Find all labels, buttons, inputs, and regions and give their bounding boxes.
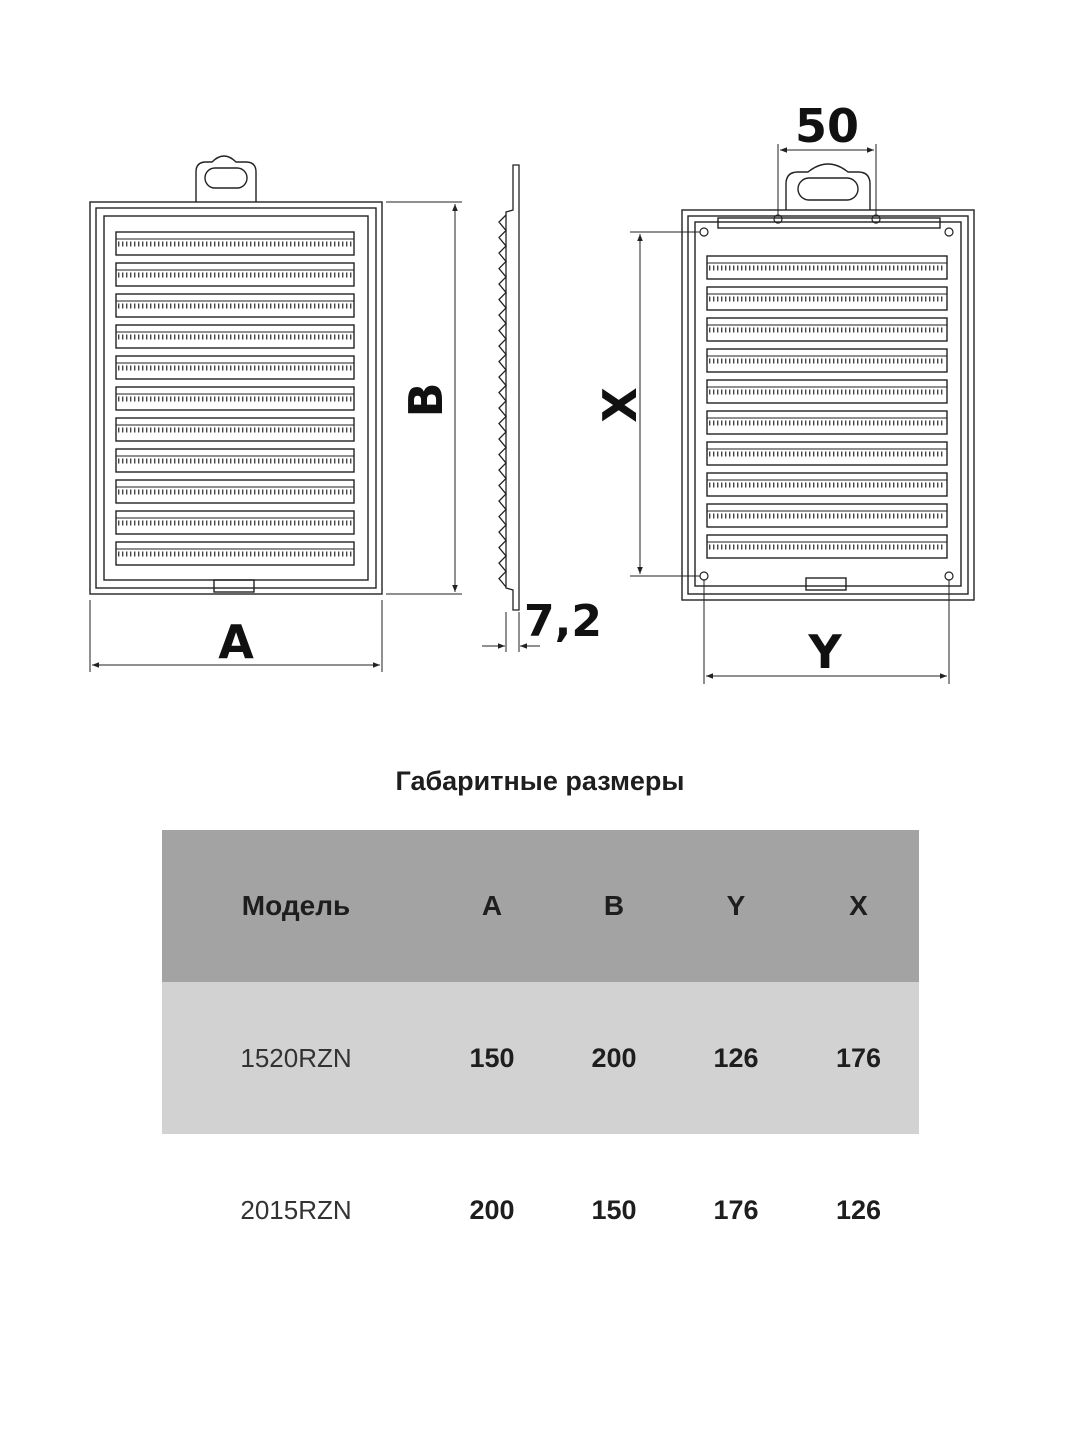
louver-slat [116,511,354,534]
cell-model: 1520RZN [240,1042,352,1073]
header-y: Y [726,890,746,921]
back-louver-slat [707,442,947,465]
louver-slat [116,263,354,286]
louver-slat [116,356,354,379]
back-louver-slat [707,504,947,527]
back-louver-slat [707,256,947,279]
back-louver-slat [707,318,947,341]
front-louvers [116,232,354,565]
dimension-a-label: A [218,615,254,669]
louver-slat [116,294,354,317]
cell-x: 176 [835,1042,882,1073]
louver-slat [116,542,354,565]
cell-a: 200 [469,1194,515,1225]
louver-slat [116,232,354,255]
back-louver-slat [707,473,947,496]
side-view [499,165,519,610]
cell-x: 126 [835,1194,882,1225]
cell-b: 200 [591,1042,637,1073]
header-b: B [603,890,625,921]
louver-slat [116,325,354,348]
table-header-row [162,830,919,982]
front-dimensions [90,202,462,672]
louver-slat [116,418,354,441]
cell-b: 150 [591,1194,637,1225]
back-dimensions [630,144,949,684]
back-louver-slat [707,380,947,403]
header-a: A [481,890,503,921]
front-view [90,156,382,594]
dimensions-table [162,830,919,1286]
back-view [682,164,974,600]
louver-slat [116,449,354,472]
dimension-y-label: Y [808,625,842,679]
cell-y: 126 [713,1042,759,1073]
bottom-latch [214,580,254,592]
header-x: X [849,890,868,921]
dimension-x-label: X [593,387,647,423]
back-louver-slat [707,535,947,558]
back-louver-slat [707,287,947,310]
table-title: Габаритные размеры [395,766,685,796]
table-row [162,1134,919,1286]
back-louver-slat [707,349,947,372]
louver-slat [116,387,354,410]
cell-model: 2015RZN [240,1194,352,1225]
back-bottom-latch [806,578,846,590]
back-louvers [707,256,947,558]
header-model: Модель [241,890,351,921]
cell-y: 176 [713,1194,759,1225]
side-louver-profile [499,215,506,587]
dimension-b-label: B [399,382,453,418]
louver-slat [116,480,354,503]
back-louver-slat [707,411,947,434]
dimension-50-label: 50 [794,99,860,153]
table-row [162,982,919,1134]
cell-a: 150 [469,1042,515,1073]
dimension-depth-label: 7,2 [524,596,602,647]
